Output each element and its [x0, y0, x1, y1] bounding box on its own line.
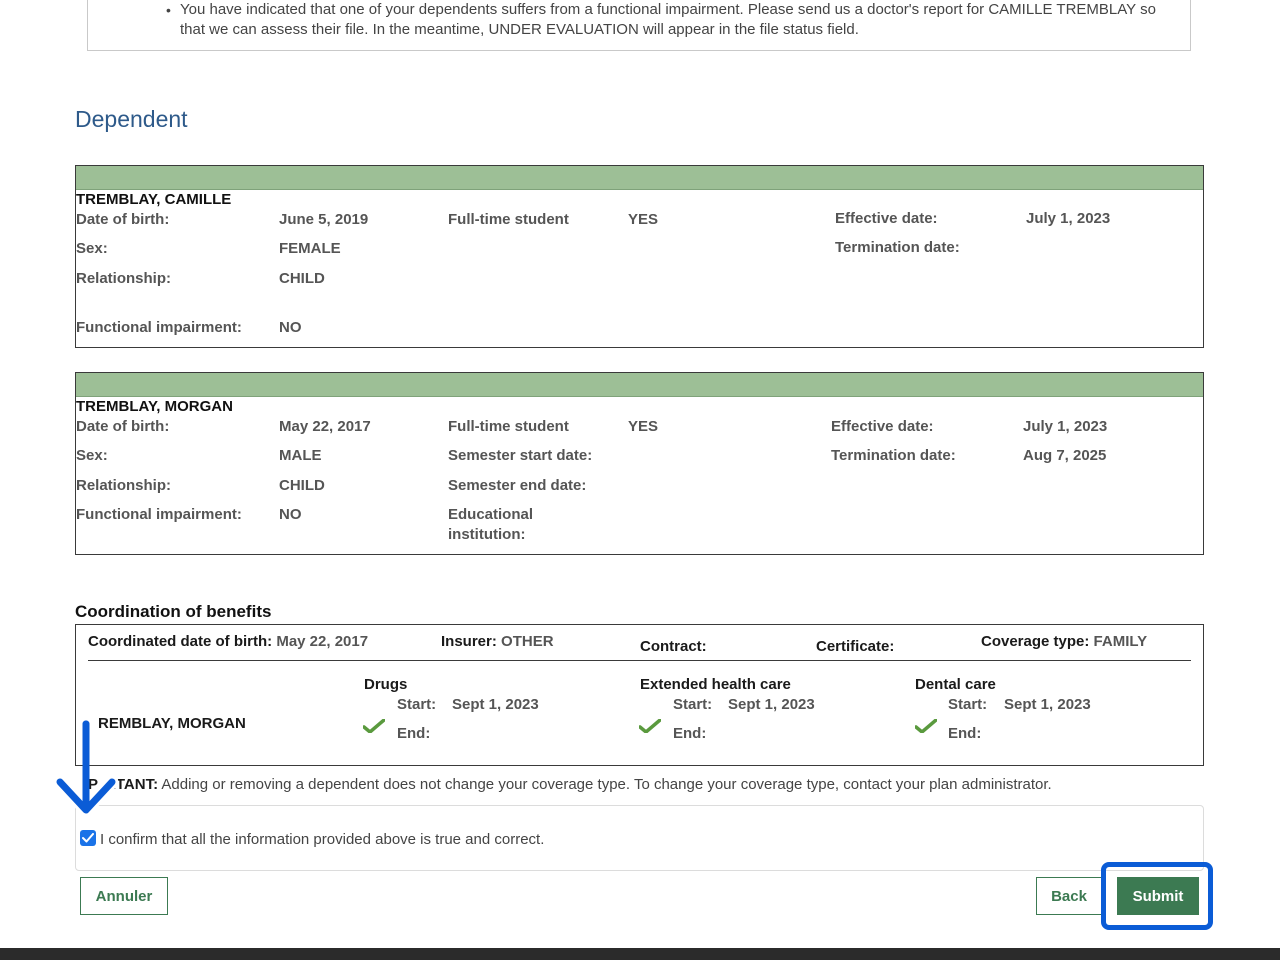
benefit-start-value: Sept 1, 2023: [452, 696, 539, 713]
checkmark-icon: [82, 833, 94, 843]
annuler-button[interactable]: Annuler: [80, 877, 168, 915]
contract-label: Contract:: [640, 638, 707, 655]
insurer: [441, 633, 554, 650]
benefit-start-value: Sept 1, 2023: [728, 696, 815, 713]
dependent-name: TREMBLAY, CAMILLE: [76, 191, 232, 208]
benefit-end-label: End:: [948, 725, 982, 742]
sex-label: Sex:: [76, 447, 108, 464]
coverage-type: [981, 633, 1147, 650]
effective-label: Effective date:: [835, 210, 938, 227]
impairment-value: NO: [279, 319, 302, 336]
cob-title: Coordination of benefits: [75, 602, 272, 621]
confirm-text[interactable]: I confirm that all the information provided above is true and correct.: [100, 831, 545, 848]
check-icon: [639, 719, 661, 733]
cob-divider: [88, 660, 1191, 661]
check-icon: [363, 719, 385, 733]
notice-bullet: •: [166, 2, 171, 18]
relationship-value: CHILD: [279, 270, 325, 287]
impairment-label: Functional impairment:: [76, 319, 242, 336]
check-icon: [915, 719, 937, 733]
section-title: Dependent: [75, 106, 188, 132]
benefit-title-health: Extended health care: [640, 676, 791, 693]
coverage-label: Coverage type:: [981, 633, 1090, 650]
termination-label: Termination date:: [835, 239, 960, 256]
effective-label: Effective date:: [831, 418, 934, 435]
fulltime-value: YES: [628, 211, 659, 228]
card-header-band: [76, 166, 1203, 190]
arrow-down-icon: [54, 720, 118, 820]
coord-dob-value: May 22, 2017: [276, 633, 369, 650]
termination-label: Termination date:: [831, 447, 956, 464]
institution-label: Educational: [448, 506, 534, 523]
fulltime-label: Full-time student: [448, 418, 569, 435]
impairment-label: Functional impairment:: [76, 506, 242, 523]
benefit-start-label: Start:: [397, 696, 437, 713]
institution-label-cont: institution:: [448, 526, 526, 543]
confirm-checkbox[interactable]: [80, 830, 96, 846]
relationship-label: Relationship:: [76, 477, 172, 494]
semester-end-label: Semester end date:: [448, 477, 587, 494]
coverage-value: FAMILY: [1093, 633, 1148, 650]
coord-dob-label: Coordinated date of birth:: [88, 633, 273, 650]
relationship-label: Relationship:: [76, 270, 172, 287]
fulltime-value: YES: [628, 418, 659, 435]
dependent-card: [75, 165, 1204, 348]
important-label-end: RTANT:: [105, 776, 159, 793]
dob-value: June 5, 2019: [279, 211, 369, 228]
important-text: Adding or removing a dependent does not change your coverage type. To change your coverage type, contact your plan administrator.: [158, 776, 1052, 793]
footer-bar: [0, 948, 1280, 960]
sex-label: Sex:: [76, 240, 108, 257]
dob-label: Date of birth:: [76, 211, 170, 228]
sex-value: FEMALE: [279, 240, 341, 257]
termination-value: Aug 7, 2025: [1023, 447, 1107, 464]
insurer-label: Insurer:: [441, 633, 497, 650]
effective-value: July 1, 2023: [1023, 418, 1108, 435]
sex-value: MALE: [279, 447, 322, 464]
benefit-start-label: Start:: [948, 696, 988, 713]
benefit-title-drugs: Drugs: [364, 676, 408, 693]
submit-button[interactable]: Submit: [1117, 877, 1199, 915]
back-button[interactable]: Back: [1036, 877, 1102, 915]
dependent-name: TREMBLAY, MORGAN: [76, 398, 233, 415]
benefit-end-label: End:: [673, 725, 707, 742]
important-note: [75, 776, 1052, 793]
benefit-title-dental: Dental care: [915, 676, 996, 693]
cob-person-name: REMBLAY, MORGAN: [98, 715, 246, 732]
relationship-value: CHILD: [279, 477, 325, 494]
dob-label: Date of birth:: [76, 418, 170, 435]
benefit-end-label: End:: [397, 725, 431, 742]
notice-text: You have indicated that one of your dependents suffers from a functional impairment. Please send us a doctor's report for CAMILLE TREMBLAY so that we can assess their file. In the meantime, UNDER EVALUATION will appear in the file status field.: [180, 1, 1156, 38]
important-label-start: P: [88, 776, 99, 793]
semester-start-label: Semester start date:: [448, 447, 593, 464]
dob-value: May 22, 2017: [279, 418, 371, 435]
insurer-value: OTHER: [501, 633, 554, 650]
benefit-start-label: Start:: [673, 696, 713, 713]
impairment-value: NO: [279, 506, 302, 523]
certificate-label: Certificate:: [816, 638, 895, 655]
card-header-band: [76, 373, 1203, 397]
effective-value: July 1, 2023: [1026, 210, 1111, 227]
benefit-start-value: Sept 1, 2023: [1004, 696, 1091, 713]
coord-dob: [88, 633, 368, 650]
fulltime-label: Full-time student: [448, 211, 569, 228]
